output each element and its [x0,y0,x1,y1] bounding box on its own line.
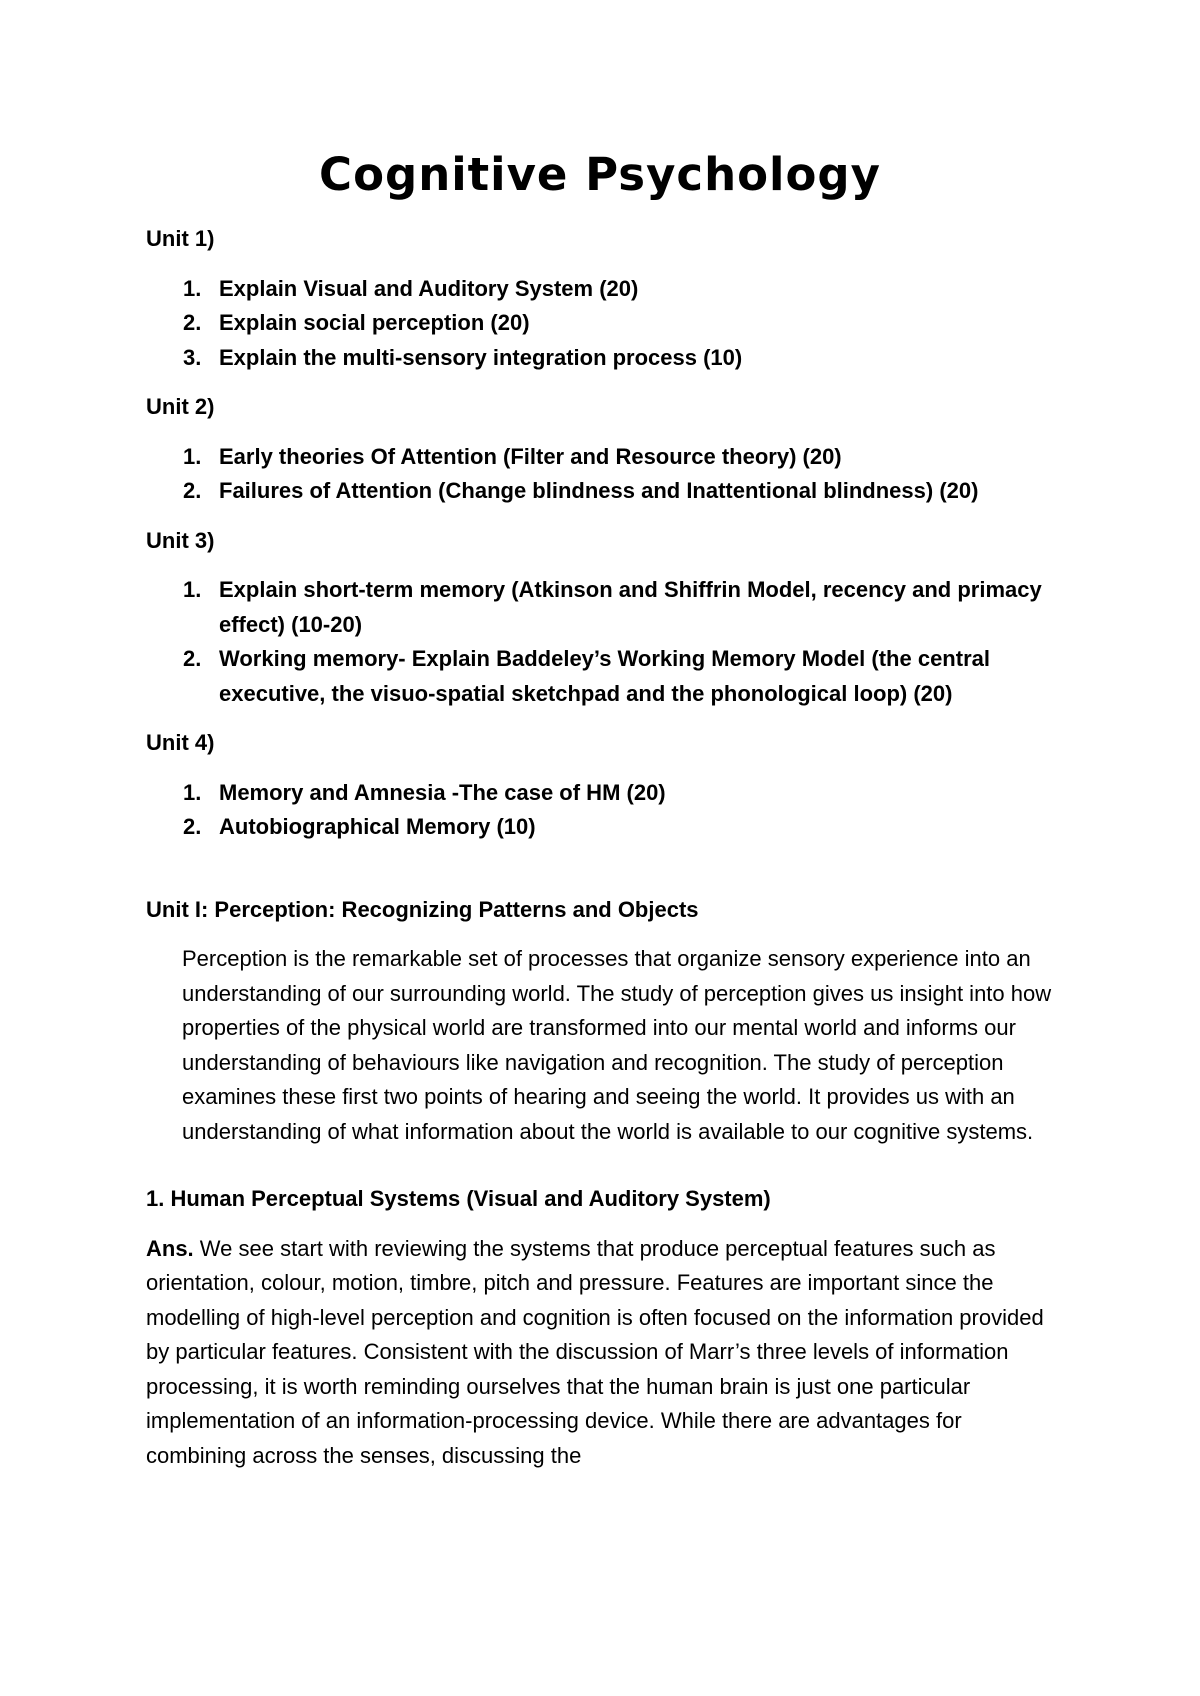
question-item [146,272,1066,307]
section-heading-perception: Unit I: Perception: Recognizing Patterns and Objects [146,896,699,922]
perception-paragraph: Perception is the remarkable set of processes that organize sensory experience into an understanding of our surrounding world. The study of perception gives us insight into how properties of the physical world are transformed into our mental world and informs our understanding of behaviours like navigation and recognition. The study of perception examines these first two points of hearing and seeing the world. It provides us with an understanding of what information about the world is available to our cognitive systems. [182,946,1052,1144]
question-number: 1. [183,577,202,602]
answer-text: We see start with reviewing the systems that produce perceptual features such as orientation, colour, motion, timbre, pitch and pressure. Features are important since the modelling of high-level perception and cognition is often focused on the information provided by particular features. Consistent with the discussion of Marr’s three levels of information processing, it is worth reminding ourselves that the human brain is just one particular implementation of an information-processing device. While there are advantages for combining across the senses, discussing the [146,1235,1044,1468]
question-number: 1. [183,443,202,469]
question-number: 3. [183,344,202,370]
question-item [146,776,1066,811]
question-text: Working memory- Explain Baddeley’s Working Memory Model (the central executive, the visuo-spatial sketchpad and the phonological loop) (20) [219,646,990,706]
question-item [146,810,1066,845]
unit-4-label: Unit 4) [146,730,215,755]
question-text: Explain short-term memory (Atkinson and Shiffrin Model, recency and primacy effect) (10-20) [219,577,1042,637]
question-text: Autobiographical Memory (10) [219,814,536,839]
question-text: Explain social perception (20) [219,310,530,335]
answer-label: Ans. [146,1235,194,1261]
question-number: 2. [183,646,202,671]
question-item [146,341,1066,376]
document-body [146,222,1066,1473]
unit-3-question-list [146,573,1066,711]
section-heading-human-perceptual-systems: 1. Human Perceptual Systems (Visual and Auditory System) [146,1186,771,1211]
question-number: 2. [183,310,202,335]
unit-4-question-list [146,776,1066,845]
question-text: Explain Visual and Auditory System (20) [219,275,639,301]
question-number: 2. [183,478,202,503]
unit-1-label: Unit 1) [146,226,215,251]
answer-paragraph [146,1232,1066,1474]
question-number: 2. [183,814,202,839]
question-item [146,474,1066,509]
question-item [146,573,1066,642]
question-item [146,642,1066,711]
question-number: 1. [183,275,202,301]
unit-2-label: Unit 2) [146,394,215,419]
question-item [146,440,1066,475]
unit-3-label: Unit 3) [146,527,215,553]
question-text: Explain the multi-sensory integration process (10) [219,344,743,370]
question-text: Failures of Attention (Change blindness and Inattentional blindness) (20) [219,478,979,503]
unit-2-question-list [146,440,1066,509]
question-text: Early theories Of Attention (Filter and Resource theory) (20) [219,443,842,469]
question-item [146,306,1066,341]
document-title: Cognitive Psychology [319,148,881,201]
question-text: Memory and Amnesia -The case of HM (20) [219,779,666,805]
unit-1-question-list [146,272,1066,376]
question-number: 1. [183,779,202,805]
